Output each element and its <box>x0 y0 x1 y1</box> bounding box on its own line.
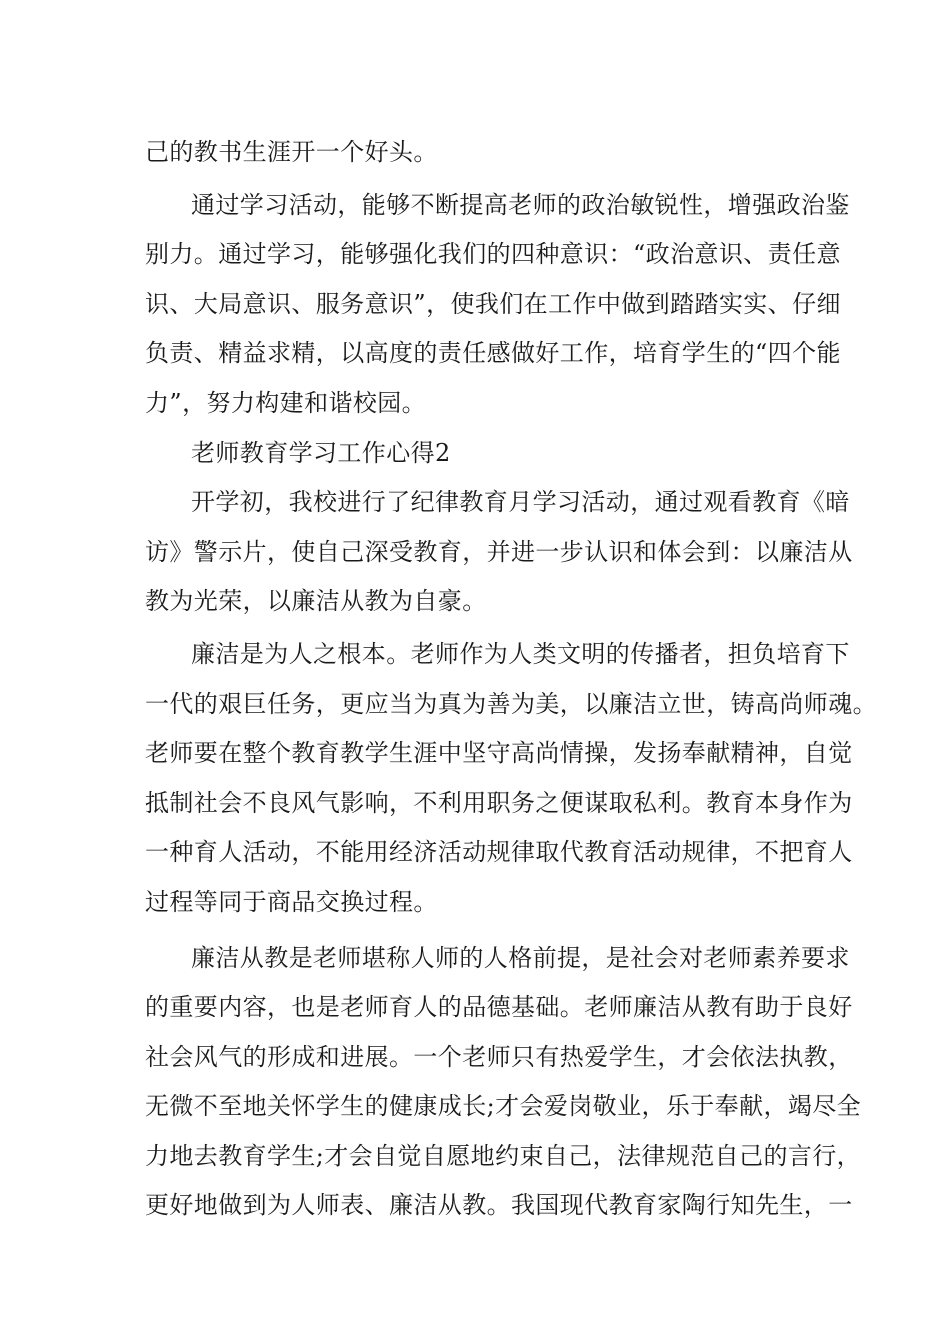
paragraph-line: 廉洁是为人之根本。老师作为人类文明的传播者，担负培育下 <box>191 639 850 668</box>
paragraph-line: 更好地做到为人师表、廉洁从教。我国现代教育家陶行知先生，一 <box>145 1191 853 1220</box>
paragraph-line: 负责、精益求精，以高度的责任感做好工作，培育学生的“四个能 <box>145 339 841 368</box>
document-body <box>145 128 877 1231</box>
paragraph-line: 识、大局意识、服务意识”，使我们在工作中做到踏踏实实、仔细 <box>145 289 841 318</box>
paragraph-line: 一代的艰巨任务，更应当为真为善为美，以廉洁立世，铸高尚师魂。 <box>145 689 877 718</box>
paragraph-line: 访》警示片，使自己深受教育，并进一步认识和体会到：以廉洁从 <box>145 537 853 566</box>
paragraph-line: 教为光荣，以廉洁从教为自豪。 <box>145 587 487 616</box>
paragraph-line: 过程等同于商品交换过程。 <box>145 887 438 916</box>
paragraph-line: 开学初，我校进行了纪律教育月学习活动，通过观看教育《暗 <box>191 488 850 517</box>
paragraph-line: 通过学习活动，能够不断提高老师的政治敏锐性，增强政治鉴 <box>191 190 850 219</box>
paragraph-line: 廉洁从教是老师堪称人师的人格前提，是社会对老师素养要求 <box>191 943 850 972</box>
paragraph-line: 抵制社会不良风气影响，不利用职务之便谋取私利。教育本身作为 <box>145 788 853 817</box>
paragraph-line: 力”，努力构建和谐校园。 <box>145 388 427 417</box>
paragraph-line: 的重要内容，也是老师育人的品德基础。老师廉洁从教有助于良好 <box>145 993 853 1022</box>
paragraph-line: 无微不至地关怀学生的健康成长;才会爱岗敬业，乐于奉献，竭尽全 <box>145 1092 862 1121</box>
paragraph-line: 老师要在整个教育教学生涯中坚守高尚情操，发扬奉献精神，自觉 <box>145 739 853 768</box>
paragraph-line: 己的教书生涯开一个好头。 <box>145 138 438 166</box>
paragraph-line: 别力。通过学习，能够强化我们的四种意识：“政治意识、责任意 <box>145 240 841 269</box>
section-heading: 老师教育学习工作心得2 <box>191 438 451 467</box>
paragraph-line: 力地去教育学生;才会自觉自愿地约束自己，法律规范自己的言行， <box>145 1141 862 1170</box>
paragraph-line: 一种育人活动，不能用经济活动规律取代教育活动规律，不把育人 <box>145 838 853 867</box>
paragraph-line: 社会风气的形成和进展。一个老师只有热爱学生，才会依法执教， <box>145 1042 853 1071</box>
